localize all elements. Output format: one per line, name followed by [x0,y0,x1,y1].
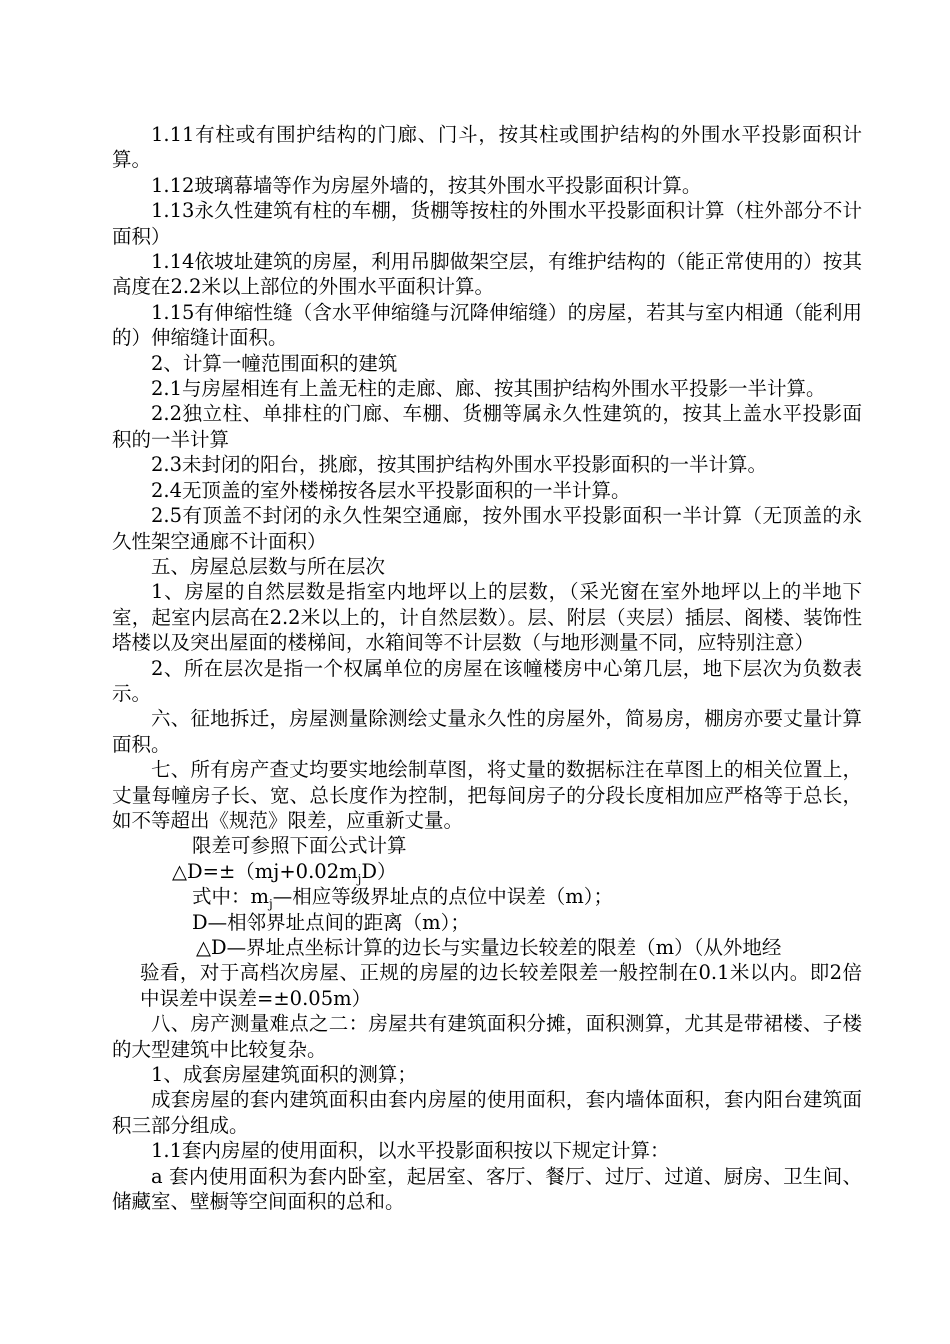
paragraph: 六、征地拆迁，房屋测量除测绘丈量永久性的房屋外，简易房，棚房亦要丈量计算面积。 [112,707,862,756]
paragraph: 成套房屋的套内建筑面积由套内房屋的使用面积，套内墙体面积，套内阳台建筑面积三部分组成。 [112,1088,862,1137]
formula-where [112,884,862,912]
paragraph: 1、成套房屋建筑面积的测算； [151,1063,417,1087]
paragraph: 1.12玻璃幕墙等作为房屋外墙的，按其外围水平投影面积计算。 [151,173,702,197]
paragraph: 1.1套内房屋的使用面积，以水平投影面积按以下规定计算： [151,1139,670,1163]
formula-intro: 限差可参照下面公式计算 [192,834,407,858]
where-part: —相应等级界址点的点位中误差（m）； [272,885,613,909]
paragraph: 1.14依坡址建筑的房屋，利用吊脚做架空层，有维护结构的（能正常使用的）按其高度在2.2米以上部位的外围水平面积计算。 [112,250,862,299]
formula-subscript: j [357,871,362,886]
body-text [112,122,862,1214]
formula-delta [112,935,862,1011]
paragraph: 1.15有伸缩性缝（含水平伸缩缝与沉降伸缩缝）的房屋，若其与室内相通（能利用的）伸缩缝计面积。 [112,300,862,350]
delta-rest: 验看，对于高档次房屋、正规的房屋的边长较差限差一般控制在0.1米以内。即2倍中误差中误差=±0.05m） [140,961,862,1010]
section-heading: 八、房产测量难点之二：房屋共有建筑面积分摊，面积测算，尤其是带裙楼、子楼的大型建筑中比较复杂。 [112,1012,862,1061]
formula-where-2: D—相邻界址点间的距离（m）； [192,910,470,934]
paragraph: a 套内使用面积为套内卧室，起居室、客厅、餐厅、过厅、过道、厨房、卫生间、储藏室、壁橱等空间面积的总和。 [112,1164,862,1214]
delta-first-line: △D—界址点坐标计算的边长与实量边长较差的限差（m）（从外地经 [196,936,782,959]
formula-part: D） [361,859,397,883]
paragraph: 2.1与房屋相连有上盖无柱的走廊、廊、按其围护结构外围水平投影一半计算。 [151,377,826,401]
paragraph: 1.11有柱或有围护结构的门廊、门斗，按其柱或围护结构的外围水平投影面积计算。 [112,123,862,172]
paragraph: 2、所在层次是指一个权属单位的房屋在该幢楼房中心第几层，地下层次为负数表示。 [112,656,862,705]
where-part: 式中：m [192,885,269,909]
formula-part: △D=±（mj+0.02m [172,859,358,883]
section-heading: 2、计算一幢范围面积的建筑 [151,351,398,375]
paragraph: 2.4无顶盖的室外楼梯按各层水平投影面积的一半计算。 [151,478,631,502]
paragraph: 七、所有房产查丈均要实地绘制草图，将丈量的数据标注在草图上的相关位置上，丈量每幢房子长、宽、总长度作为控制，把每间房子的分段长度相加应严格等于总长，如不等超出《规范》限差，应重新丈量。 [112,758,862,832]
section-heading: 五、房屋总层数与所在层次 [151,554,386,578]
paragraph: 1、房屋的自然层数是指室内地坪以上的层数，（采光窗在室外地坪以上的半地下室，起室内层高在2.2米以上的，计自然层数）。层、附层（夹层）插层、阁楼、装饰性塔楼以及突出屋面的楼梯间，水箱间等不计层数（与地形测量不同，应特别注意） [112,580,862,655]
where-subscript: j [269,897,273,912]
paragraph: 2.2独立柱、单排柱的门廊、车棚、货棚等属永久性建筑的，按其上盖水平投影面积的一半计算 [112,402,862,451]
paragraph: 2.3未封闭的阳台，挑廊，按其围护结构外围水平投影面积的一半计算。 [151,453,768,477]
paragraph: 1.13永久性建筑有柱的车棚，货棚等按柱的外围水平投影面积计算（柱外部分不计面积） [112,199,862,248]
formula [112,859,862,884]
paragraph: 2.5有顶盖不封闭的永久性架空通廊，按外围水平投影面积一半计算（无顶盖的永久性架空通廊不计面积） [112,504,862,553]
